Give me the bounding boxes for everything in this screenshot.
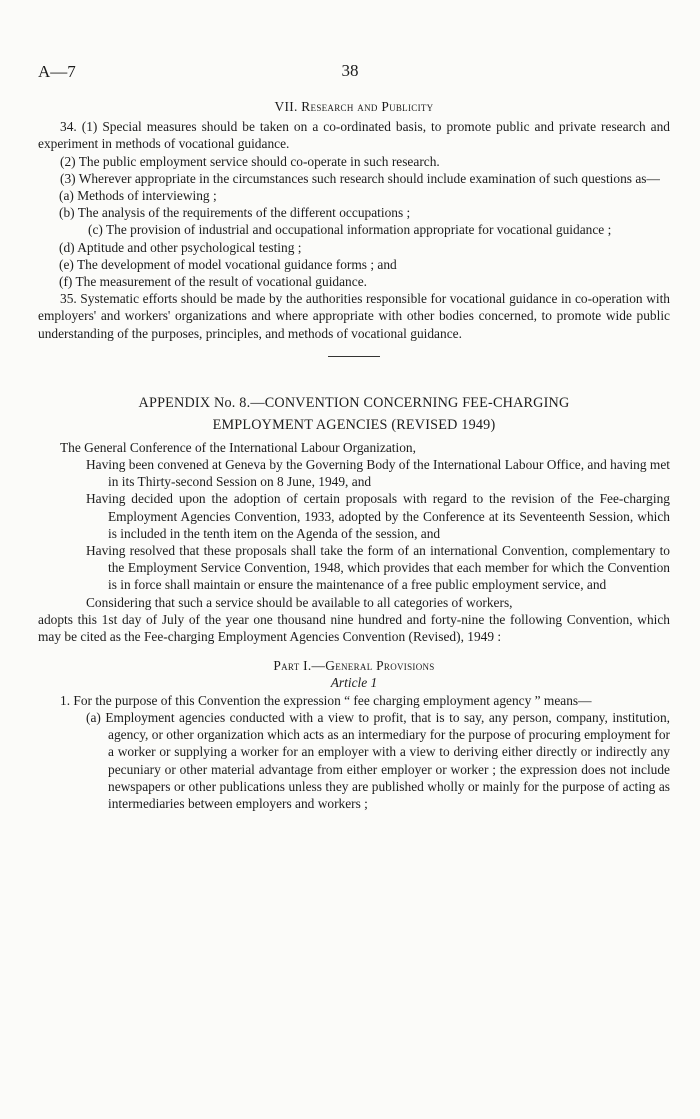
article-heading: Article 1 (330, 675, 378, 691)
appendix-title-line1: APPENDIX No. 8.—CONVENTION CONCERNING FEE-CHARGING (138, 394, 570, 411)
preamble-having-decided: Having decided upon the adoption of certain proposals with regard to the revision of the Fee-charging Employment Agencies Convention, 1933, adopted by the Conference at its Seventeenth Session, which is included in the tenth item on the Agenda of the session, and (86, 491, 670, 541)
preamble-having-resolved: Having resolved that these proposals shall take the form of an international Convention, complementary to the Employment Service Convention, 1948, which provides that each member for which the Convention is in force shall maintain or ensure the maintenance of a free public employment service, and (86, 543, 670, 593)
appendix-title-line2: EMPLOYMENT AGENCIES (REVISED 1949) (212, 416, 496, 433)
section-divider (328, 356, 380, 357)
list-item-e: (e) The development of model vocational guidance forms ; and (59, 256, 397, 272)
preamble-adopts: adopts this 1st day of July of the year one thousand nine hundred and forty-nine the following Convention, which may be cited as the Fee-charging Employment Agencies Convention (Revised), 1949 : (38, 611, 670, 645)
preamble-intro: The General Conference of the International Labour Organization, (60, 439, 416, 455)
preamble-considering: Considering that such a service should be available to all categories of workers, (86, 594, 513, 610)
paragraph-34-3: (3) Wherever appropriate in the circumstances such research should include examination of such questions as— (60, 170, 660, 186)
document-body (38, 98, 670, 812)
article-1-item-a: (a) Employment agencies conducted with a view to profit, that is to say, any person, company, institution, agency, or other organization which acts as an intermediary for the purpose of procuring employment for a worker or supplying a worker for an employer with a view to deriving either directly or indirectly any pecuniary or other material advantage from either employer or worker ; the expression does not include newspapers or other publications unless they are published wholly or mainly for the purpose of acting as intermediaries between employers and workers ; (86, 709, 670, 811)
page-header-code: A—7 (38, 62, 76, 81)
list-item-c: (c) The provision of industrial and occupational information appropriate for vocational guidance ; (88, 222, 612, 238)
part-heading: Part I.—General Provisions (273, 658, 435, 674)
list-item-a: (a) Methods of interviewing ; (59, 188, 217, 204)
preamble-having-convened: Having been convened at Geneva by the Governing Body of the International Labour Office, and having met in its Thirty-second Session on 8 June, 1949, and (86, 457, 670, 490)
article-1-paragraph-1: 1. For the purpose of this Convention the expression “ fee charging employment agency ” means— (60, 692, 592, 708)
list-item-b: (b) The analysis of the requirements of the different occupations ; (59, 205, 411, 221)
paragraph-34-2: (2) The public employment service should co-operate in such research. (60, 153, 440, 169)
paragraph-34-1: 34. (1) Special measures should be taken on a co-ordinated basis, to promote public and private research and experiment in methods of vocational guidance. (38, 119, 670, 152)
list-item-f: (f) The measurement of the result of vocational guidance. (59, 274, 367, 290)
list-item-d: (d) Aptitude and other psychological testing ; (59, 239, 302, 255)
section-heading: VII. Research and Publicity (274, 99, 434, 114)
page-number: 38 (341, 61, 359, 80)
paragraph-35: 35. Systematic efforts should be made by the authorities responsible for vocational guidance in co-operation with employers' and workers' organizations and where appropriate with other bodies concerned, to promote wide public understanding of the purposes, principles, and methods of vocational guidance. (38, 291, 670, 341)
